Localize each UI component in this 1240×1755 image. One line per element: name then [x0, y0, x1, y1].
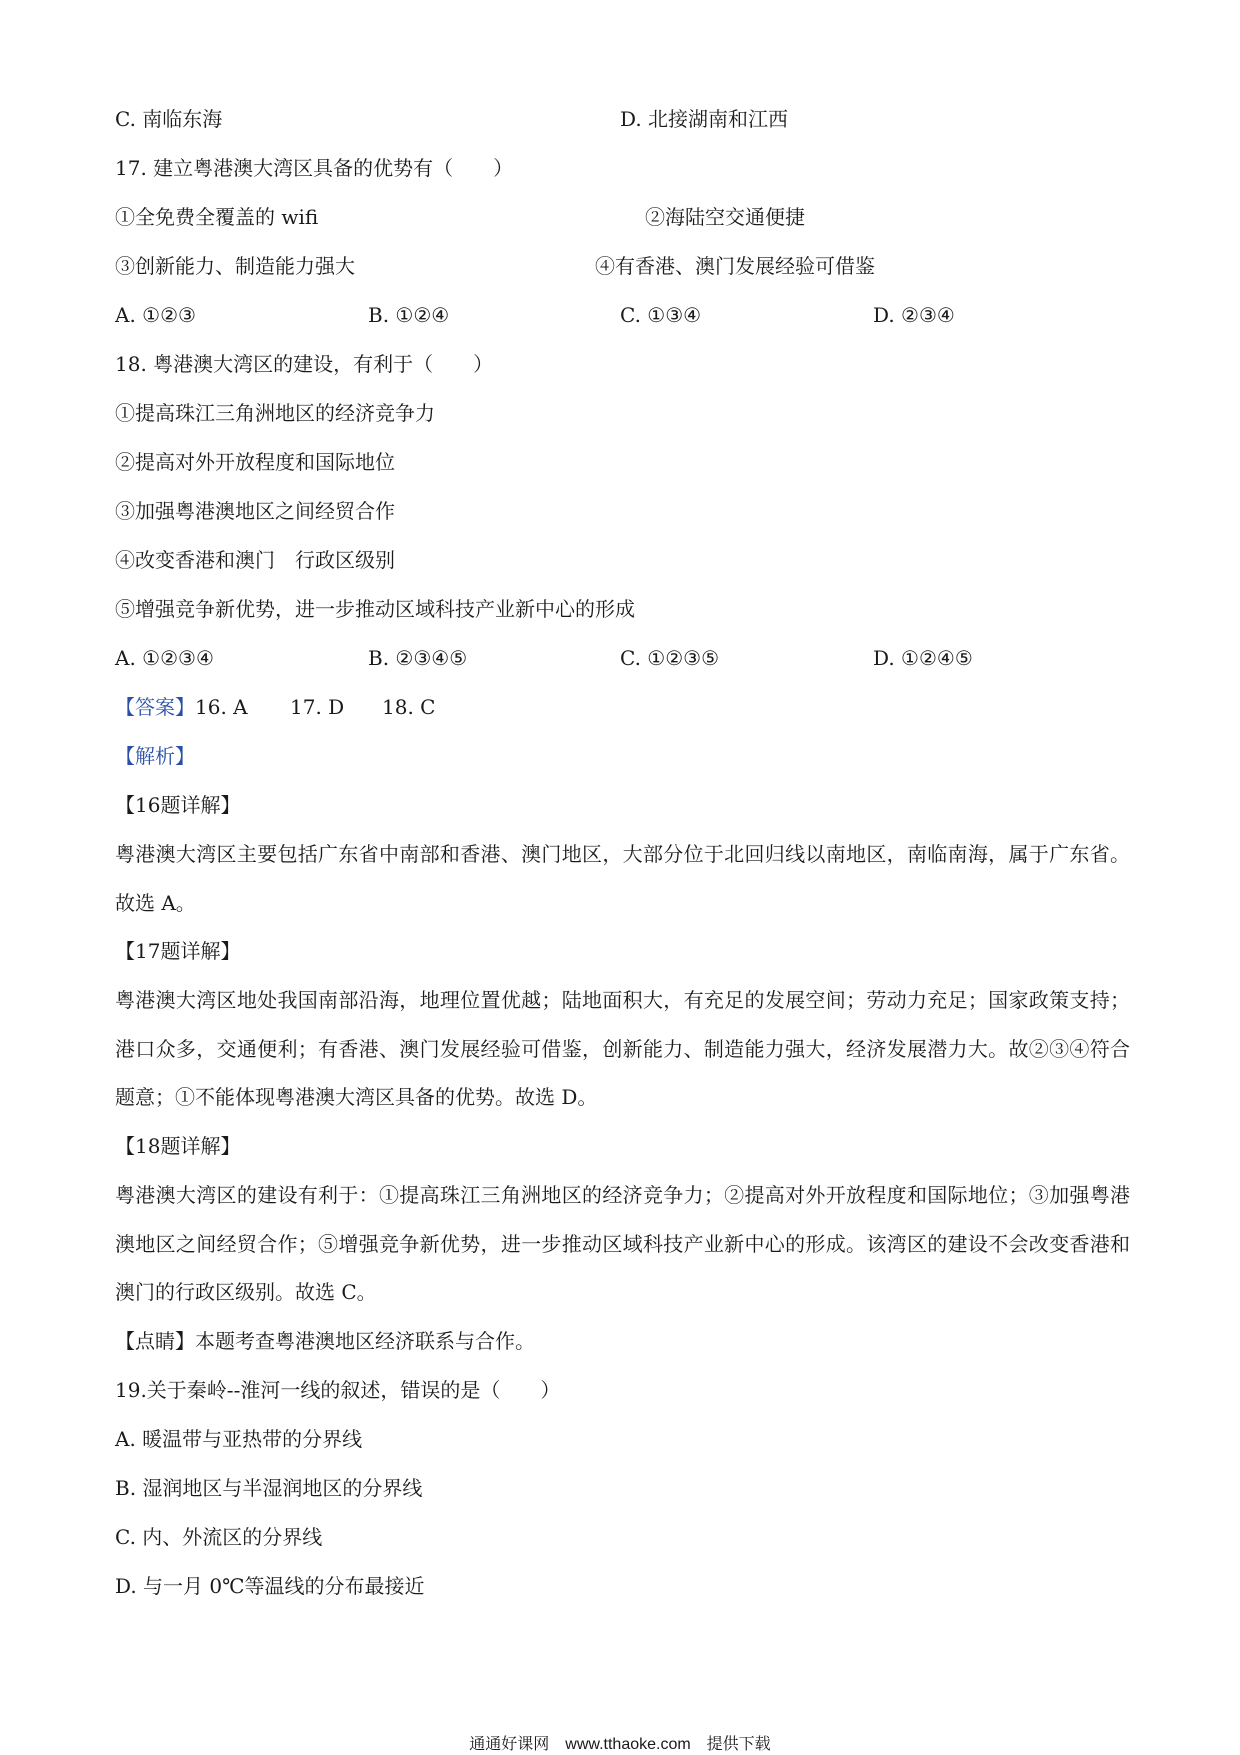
q18-option-a: A. ①②③④ [115, 646, 214, 670]
q16-option-d: D. 北接湖南和江西 [620, 107, 789, 131]
q18-item-5: ⑤增强竞争新优势，进一步推动区域科技产业新中心的形成 [115, 597, 635, 621]
q17-item-2: ②海陆空交通便捷 [645, 205, 805, 229]
q17-item-3: ③创新能力、制造能力强大 [115, 254, 355, 278]
q18-option-c: C. ①②③⑤ [620, 646, 720, 670]
q17-item-1: ①全免费全覆盖的 wifi [115, 205, 319, 229]
page-footer: 通通好课网 www.tthaoke.com 提供下载 [469, 1736, 771, 1753]
analysis-16-text: 粤港澳大湾区主要包括广东省中南部和香港、澳门地区，大部分位于北回归线以南地区，南临南海，属于广东省。故选 A。 [115, 842, 1130, 915]
analysis-18-heading: 【18题详解】 [115, 1134, 241, 1158]
q19-option-b: B. 湿润地区与半湿润地区的分界线 [115, 1476, 423, 1500]
answer-18: 18. C [382, 695, 436, 719]
q19-stem: 19.关于秦岭--淮河一线的叙述，错误的是（ ） [115, 1378, 561, 1402]
q17-stem: 17. 建立粤港澳大湾区具备的优势有（ ） [115, 156, 514, 180]
analysis-17-text: 粤港澳大湾区地处我国南部沿海，地理位置优越；陆地面积大，有充足的发展空间；劳动力充足；国家政策支持；港口众多，交通便利；有香港、澳门发展经验可借鉴，创新能力、制造能力强大，经济发展潜力大。故②③④符合题意；①不能体现粤港澳大湾区具备的优势。故选 D。 [115, 988, 1130, 1109]
q17-option-d: D. ②③④ [873, 303, 955, 327]
answer-tag: 【答案】 [115, 695, 195, 719]
q18-item-3: ③加强粤港澳地区之间经贸合作 [115, 499, 395, 523]
q17-option-b: B. ①②④ [368, 303, 450, 327]
q18-item-2: ②提高对外开放程度和国际地位 [115, 450, 395, 474]
q18-stem: 18. 粤港澳大湾区的建设，有利于（ ） [115, 352, 494, 376]
q16-option-c: C. 南临东海 [115, 107, 223, 131]
q19-option-c: C. 内、外流区的分界线 [115, 1525, 323, 1549]
q18-item-1: ①提高珠江三角洲地区的经济竞争力 [115, 401, 435, 425]
answer-16: 16. A [195, 695, 248, 719]
q19-option-d: D. 与一月 0℃等温线的分布最接近 [115, 1574, 425, 1598]
q17-option-a: A. ①②③ [115, 303, 196, 327]
q18-item-4: ④改变香港和澳门 行政区级别 [115, 548, 395, 572]
analysis-17-heading: 【17题详解】 [115, 939, 241, 963]
answer-line [115, 693, 248, 721]
analysis-comment: 【点睛】本题考查粤港澳地区经济联系与合作。 [115, 1329, 535, 1353]
q17-item-4: ④有香港、澳门发展经验可借鉴 [595, 254, 875, 278]
answer-17: 17. D [290, 695, 345, 719]
q18-option-b: B. ②③④⑤ [368, 646, 468, 670]
analysis-16-heading: 【16题详解】 [115, 793, 241, 817]
q17-option-c: C. ①③④ [620, 303, 702, 327]
analysis-tag: 【解析】 [115, 744, 195, 768]
q19-option-a: A. 暖温带与亚热带的分界线 [115, 1427, 363, 1451]
analysis-18-text: 粤港澳大湾区的建设有利于：①提高珠江三角洲地区的经济竞争力；②提高对外开放程度和国际地位；③加强粤港澳地区之间经贸合作；⑤增强竞争新优势，进一步推动区域科技产业新中心的形成。该湾区的建设不会改变香港和澳门的行政区级别。故选 C。 [115, 1183, 1130, 1304]
q18-option-d: D. ①②④⑤ [873, 646, 973, 670]
